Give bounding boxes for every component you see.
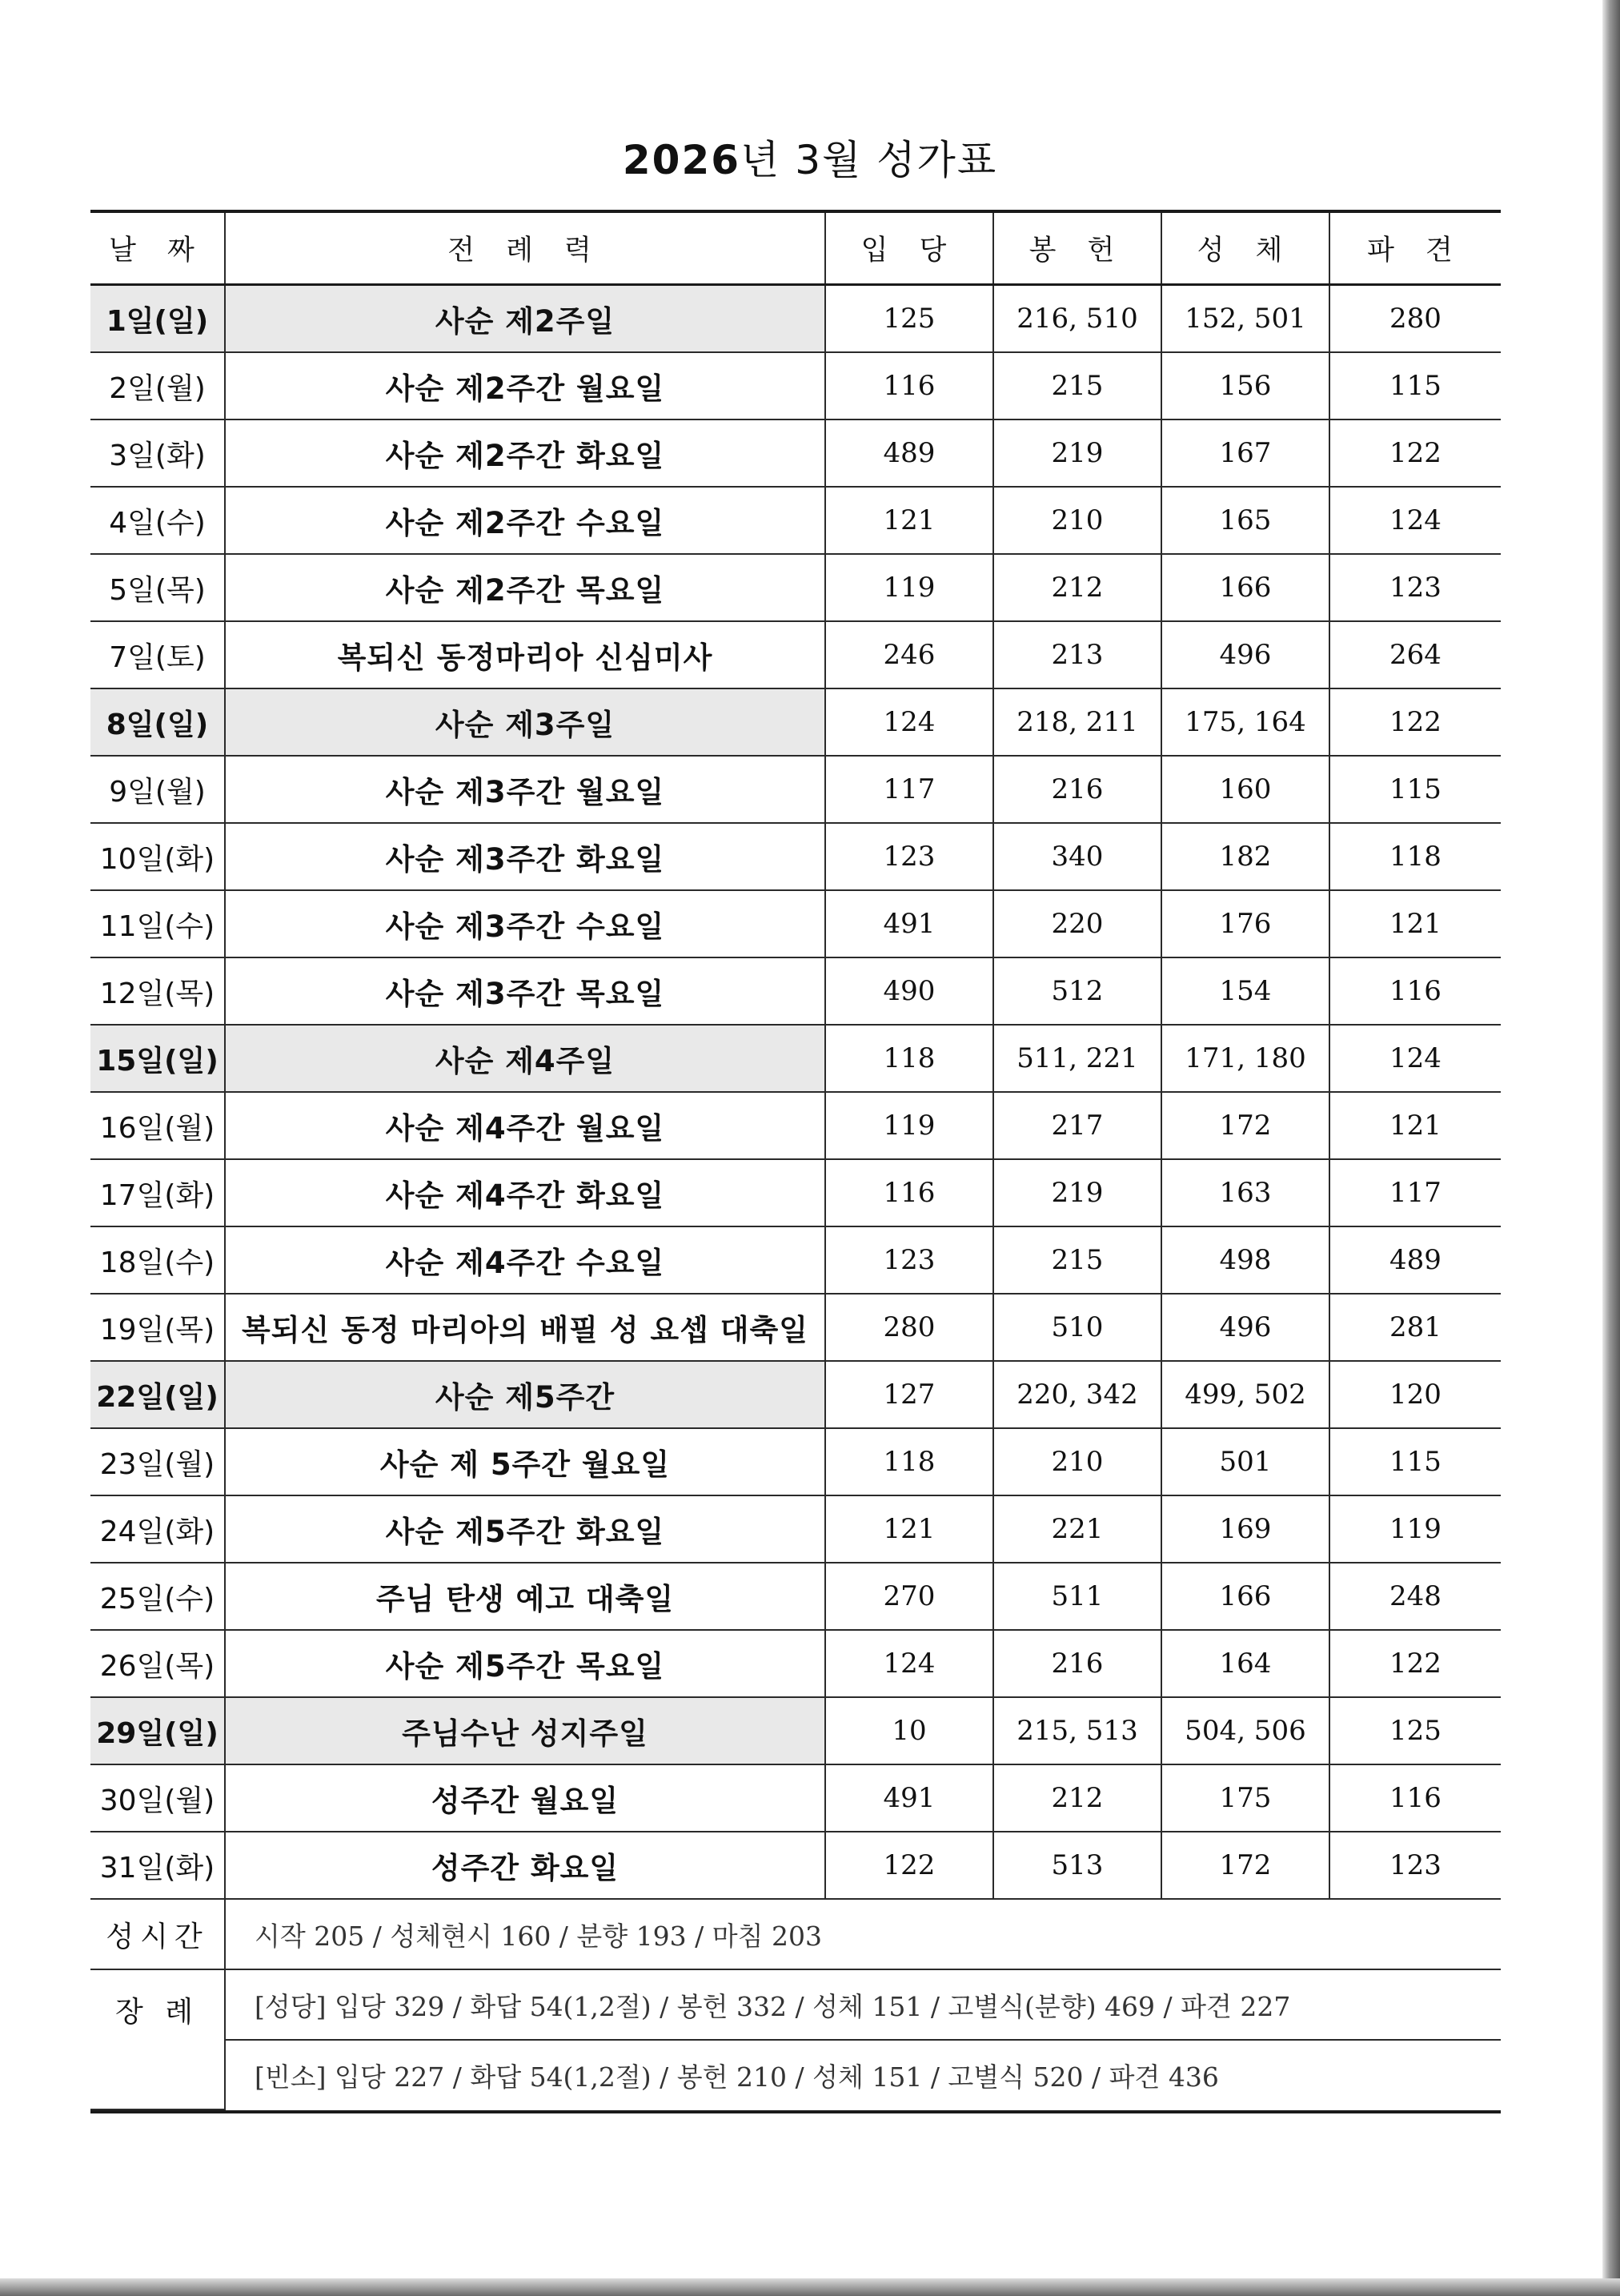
offertory-cell: 220 xyxy=(993,890,1161,957)
table-row xyxy=(90,419,1501,487)
table-row xyxy=(90,1630,1501,1697)
offertory-cell: 210 xyxy=(993,487,1161,554)
offertory-cell: 221 xyxy=(993,1495,1161,1563)
entrance-cell: 124 xyxy=(825,688,993,756)
offertory-cell: 216, 510 xyxy=(993,285,1161,353)
table-row xyxy=(90,1159,1501,1226)
dismissal-cell: 124 xyxy=(1329,487,1501,554)
dismissal-cell: 123 xyxy=(1329,1832,1501,1899)
table-row xyxy=(90,285,1501,353)
entrance-cell: 118 xyxy=(825,1025,993,1092)
date-cell: 9일(월) xyxy=(90,756,225,823)
date-cell: 18일(수) xyxy=(90,1226,225,1294)
entrance-cell: 280 xyxy=(825,1294,993,1361)
communion-cell: 175, 164 xyxy=(1161,688,1329,756)
header-entrance: 입 당 xyxy=(825,213,993,285)
offertory-cell: 511 xyxy=(993,1563,1161,1630)
liturgy-cell: 사순 제3주간 목요일 xyxy=(225,957,825,1025)
communion-cell: 496 xyxy=(1161,621,1329,688)
funeral-binso-row xyxy=(90,2040,1501,2109)
entrance-cell: 116 xyxy=(825,352,993,419)
dismissal-cell: 116 xyxy=(1329,1764,1501,1832)
table-row xyxy=(90,1832,1501,1899)
date-cell: 24일(화) xyxy=(90,1495,225,1563)
offertory-cell: 215 xyxy=(993,352,1161,419)
liturgy-cell: 사순 제2주일 xyxy=(225,285,825,353)
communion-cell: 154 xyxy=(1161,957,1329,1025)
table-row xyxy=(90,1697,1501,1764)
holy-hour-text: 시작 205 / 성체현시 160 / 분향 193 / 마침 203 xyxy=(225,1899,1501,1969)
date-cell: 7일(토) xyxy=(90,621,225,688)
communion-cell: 175 xyxy=(1161,1764,1329,1832)
dismissal-cell: 264 xyxy=(1329,621,1501,688)
table-row xyxy=(90,352,1501,419)
liturgy-cell: 주님수난 성지주일 xyxy=(225,1697,825,1764)
liturgy-cell: 사순 제2주간 수요일 xyxy=(225,487,825,554)
dismissal-cell: 248 xyxy=(1329,1563,1501,1630)
liturgy-cell: 사순 제2주간 화요일 xyxy=(225,419,825,487)
header-communion: 성 체 xyxy=(1161,213,1329,285)
table-row xyxy=(90,1025,1501,1092)
date-cell: 25일(수) xyxy=(90,1563,225,1630)
header-liturgy: 전 례 력 xyxy=(225,213,825,285)
date-cell: 19일(목) xyxy=(90,1294,225,1361)
offertory-cell: 512 xyxy=(993,957,1161,1025)
communion-cell: 152, 501 xyxy=(1161,285,1329,353)
liturgy-cell: 성주간 월요일 xyxy=(225,1764,825,1832)
liturgy-cell: 사순 제2주간 월요일 xyxy=(225,352,825,419)
communion-cell: 164 xyxy=(1161,1630,1329,1697)
header-dismissal: 파 견 xyxy=(1329,213,1501,285)
offertory-cell: 213 xyxy=(993,621,1161,688)
schedule-body xyxy=(90,285,1501,1900)
date-cell: 26일(목) xyxy=(90,1630,225,1697)
entrance-cell: 490 xyxy=(825,957,993,1025)
liturgy-cell: 복되신 동정 마리아의 배필 성 요셉 대축일 xyxy=(225,1294,825,1361)
table-row xyxy=(90,487,1501,554)
offertory-cell: 219 xyxy=(993,1159,1161,1226)
offertory-cell: 216 xyxy=(993,756,1161,823)
entrance-cell: 121 xyxy=(825,1495,993,1563)
dismissal-cell: 121 xyxy=(1329,890,1501,957)
entrance-cell: 119 xyxy=(825,554,993,621)
liturgy-cell: 사순 제3주간 수요일 xyxy=(225,890,825,957)
table-row xyxy=(90,1294,1501,1361)
table-row xyxy=(90,1495,1501,1563)
page-title xyxy=(0,128,1620,186)
liturgy-cell: 사순 제3주간 화요일 xyxy=(225,823,825,890)
dismissal-cell: 115 xyxy=(1329,352,1501,419)
entrance-cell: 117 xyxy=(825,756,993,823)
communion-cell: 163 xyxy=(1161,1159,1329,1226)
date-cell: 31일(화) xyxy=(90,1832,225,1899)
communion-cell: 156 xyxy=(1161,352,1329,419)
date-cell: 17일(화) xyxy=(90,1159,225,1226)
header-date: 날 짜 xyxy=(90,213,225,285)
entrance-cell: 123 xyxy=(825,823,993,890)
offertory-cell: 220, 342 xyxy=(993,1361,1161,1428)
date-cell: 22일(일) xyxy=(90,1361,225,1428)
dismissal-cell: 117 xyxy=(1329,1159,1501,1226)
date-cell: 5일(목) xyxy=(90,554,225,621)
dismissal-cell: 119 xyxy=(1329,1495,1501,1563)
dismissal-cell: 115 xyxy=(1329,756,1501,823)
liturgy-cell: 사순 제 5주간 월요일 xyxy=(225,1428,825,1495)
liturgy-cell: 사순 제5주간 화요일 xyxy=(225,1495,825,1563)
communion-cell: 504, 506 xyxy=(1161,1697,1329,1764)
dismissal-cell: 489 xyxy=(1329,1226,1501,1294)
entrance-cell: 116 xyxy=(825,1159,993,1226)
offertory-cell: 216 xyxy=(993,1630,1161,1697)
dismissal-cell: 281 xyxy=(1329,1294,1501,1361)
communion-cell: 169 xyxy=(1161,1495,1329,1563)
table-row xyxy=(90,957,1501,1025)
funeral-church-row xyxy=(90,1969,1501,2040)
table-row xyxy=(90,1428,1501,1495)
liturgy-cell: 성주간 화요일 xyxy=(225,1832,825,1899)
date-cell: 3일(화) xyxy=(90,419,225,487)
offertory-cell: 217 xyxy=(993,1092,1161,1159)
entrance-cell: 119 xyxy=(825,1092,993,1159)
table-row xyxy=(90,554,1501,621)
entrance-cell: 122 xyxy=(825,1832,993,1899)
date-cell: 30일(월) xyxy=(90,1764,225,1832)
offertory-cell: 218, 211 xyxy=(993,688,1161,756)
dismissal-cell: 122 xyxy=(1329,1630,1501,1697)
table-row xyxy=(90,1764,1501,1832)
table-row xyxy=(90,688,1501,756)
title-rest: 년 3월 성가표 xyxy=(740,137,998,183)
dismissal-cell: 118 xyxy=(1329,823,1501,890)
dismissal-cell: 121 xyxy=(1329,1092,1501,1159)
date-cell: 12일(목) xyxy=(90,957,225,1025)
date-cell: 23일(월) xyxy=(90,1428,225,1495)
communion-cell: 160 xyxy=(1161,756,1329,823)
offertory-cell: 215, 513 xyxy=(993,1697,1161,1764)
offertory-cell: 212 xyxy=(993,554,1161,621)
liturgy-cell: 사순 제3주간 월요일 xyxy=(225,756,825,823)
hymn-table xyxy=(90,213,1501,2110)
date-cell: 1일(일) xyxy=(90,285,225,353)
funeral-church-text: [성당] 입당 329 / 화답 54(1,2절) / 봉헌 332 / 성체 151 / 고별식(분향) 469 / 파견 227 xyxy=(225,1969,1501,2040)
offertory-cell: 513 xyxy=(993,1832,1161,1899)
date-cell: 15일(일) xyxy=(90,1025,225,1092)
communion-cell: 166 xyxy=(1161,1563,1329,1630)
title-year: 2026 xyxy=(622,137,741,183)
holy-hour-label: 성시간 xyxy=(90,1899,225,1969)
table-row xyxy=(90,890,1501,957)
dismissal-cell: 123 xyxy=(1329,554,1501,621)
date-cell: 11일(수) xyxy=(90,890,225,957)
table-row xyxy=(90,1092,1501,1159)
table-row xyxy=(90,1563,1501,1630)
dismissal-cell: 122 xyxy=(1329,419,1501,487)
table-row xyxy=(90,1226,1501,1294)
entrance-cell: 118 xyxy=(825,1428,993,1495)
funeral-label: 장 례 xyxy=(90,1969,225,2109)
entrance-cell: 491 xyxy=(825,1764,993,1832)
liturgy-cell: 사순 제4주간 월요일 xyxy=(225,1092,825,1159)
dismissal-cell: 120 xyxy=(1329,1361,1501,1428)
liturgy-cell: 사순 제4주간 수요일 xyxy=(225,1226,825,1294)
header-row xyxy=(90,213,1501,285)
communion-cell: 165 xyxy=(1161,487,1329,554)
offertory-cell: 340 xyxy=(993,823,1161,890)
communion-cell: 167 xyxy=(1161,419,1329,487)
date-cell: 4일(수) xyxy=(90,487,225,554)
communion-cell: 498 xyxy=(1161,1226,1329,1294)
dismissal-cell: 124 xyxy=(1329,1025,1501,1092)
dismissal-cell: 122 xyxy=(1329,688,1501,756)
entrance-cell: 121 xyxy=(825,487,993,554)
offertory-cell: 212 xyxy=(993,1764,1161,1832)
communion-cell: 172 xyxy=(1161,1092,1329,1159)
communion-cell: 499, 502 xyxy=(1161,1361,1329,1428)
dismissal-cell: 280 xyxy=(1329,285,1501,353)
liturgy-cell: 복되신 동정마리아 신심미사 xyxy=(225,621,825,688)
offertory-cell: 210 xyxy=(993,1428,1161,1495)
entrance-cell: 123 xyxy=(825,1226,993,1294)
communion-cell: 171, 180 xyxy=(1161,1025,1329,1092)
funeral-binso-text: [빈소] 입당 227 / 화답 54(1,2절) / 봉헌 210 / 성체 151 / 고별식 520 / 파견 436 xyxy=(255,2061,1219,2093)
holy-hour-row xyxy=(90,1899,1501,1969)
date-cell: 16일(월) xyxy=(90,1092,225,1159)
liturgy-cell: 사순 제4주간 화요일 xyxy=(225,1159,825,1226)
offertory-cell: 511, 221 xyxy=(993,1025,1161,1092)
communion-cell: 182 xyxy=(1161,823,1329,890)
entrance-cell: 491 xyxy=(825,890,993,957)
dismissal-cell: 116 xyxy=(1329,957,1501,1025)
entrance-cell: 489 xyxy=(825,419,993,487)
date-cell: 29일(일) xyxy=(90,1697,225,1764)
entrance-cell: 10 xyxy=(825,1697,993,1764)
page-bottom-shadow xyxy=(0,2278,1620,2296)
table-row xyxy=(90,1361,1501,1428)
entrance-cell: 125 xyxy=(825,285,993,353)
offertory-cell: 219 xyxy=(993,419,1161,487)
communion-cell: 176 xyxy=(1161,890,1329,957)
communion-cell: 501 xyxy=(1161,1428,1329,1495)
offertory-cell: 510 xyxy=(993,1294,1161,1361)
hymn-schedule-sheet xyxy=(90,210,1501,2113)
communion-cell: 166 xyxy=(1161,554,1329,621)
liturgy-cell: 주님 탄생 예고 대축일 xyxy=(225,1563,825,1630)
date-cell: 8일(일) xyxy=(90,688,225,756)
page-edge-shadow xyxy=(1602,0,1620,2296)
header-offertory: 봉 헌 xyxy=(993,213,1161,285)
date-cell: 10일(화) xyxy=(90,823,225,890)
footer-body xyxy=(90,1899,1501,2109)
entrance-cell: 246 xyxy=(825,621,993,688)
liturgy-cell: 사순 제5주간 xyxy=(225,1361,825,1428)
liturgy-cell: 사순 제4주일 xyxy=(225,1025,825,1092)
table-row xyxy=(90,756,1501,823)
entrance-cell: 270 xyxy=(825,1563,993,1630)
liturgy-cell: 사순 제3주일 xyxy=(225,688,825,756)
dismissal-cell: 115 xyxy=(1329,1428,1501,1495)
table-row xyxy=(90,621,1501,688)
entrance-cell: 124 xyxy=(825,1630,993,1697)
table-row xyxy=(90,823,1501,890)
communion-cell: 496 xyxy=(1161,1294,1329,1361)
liturgy-cell: 사순 제5주간 목요일 xyxy=(225,1630,825,1697)
dismissal-cell: 125 xyxy=(1329,1697,1501,1764)
liturgy-cell: 사순 제2주간 목요일 xyxy=(225,554,825,621)
offertory-cell: 215 xyxy=(993,1226,1161,1294)
date-cell: 2일(월) xyxy=(90,352,225,419)
entrance-cell: 127 xyxy=(825,1361,993,1428)
communion-cell: 172 xyxy=(1161,1832,1329,1899)
